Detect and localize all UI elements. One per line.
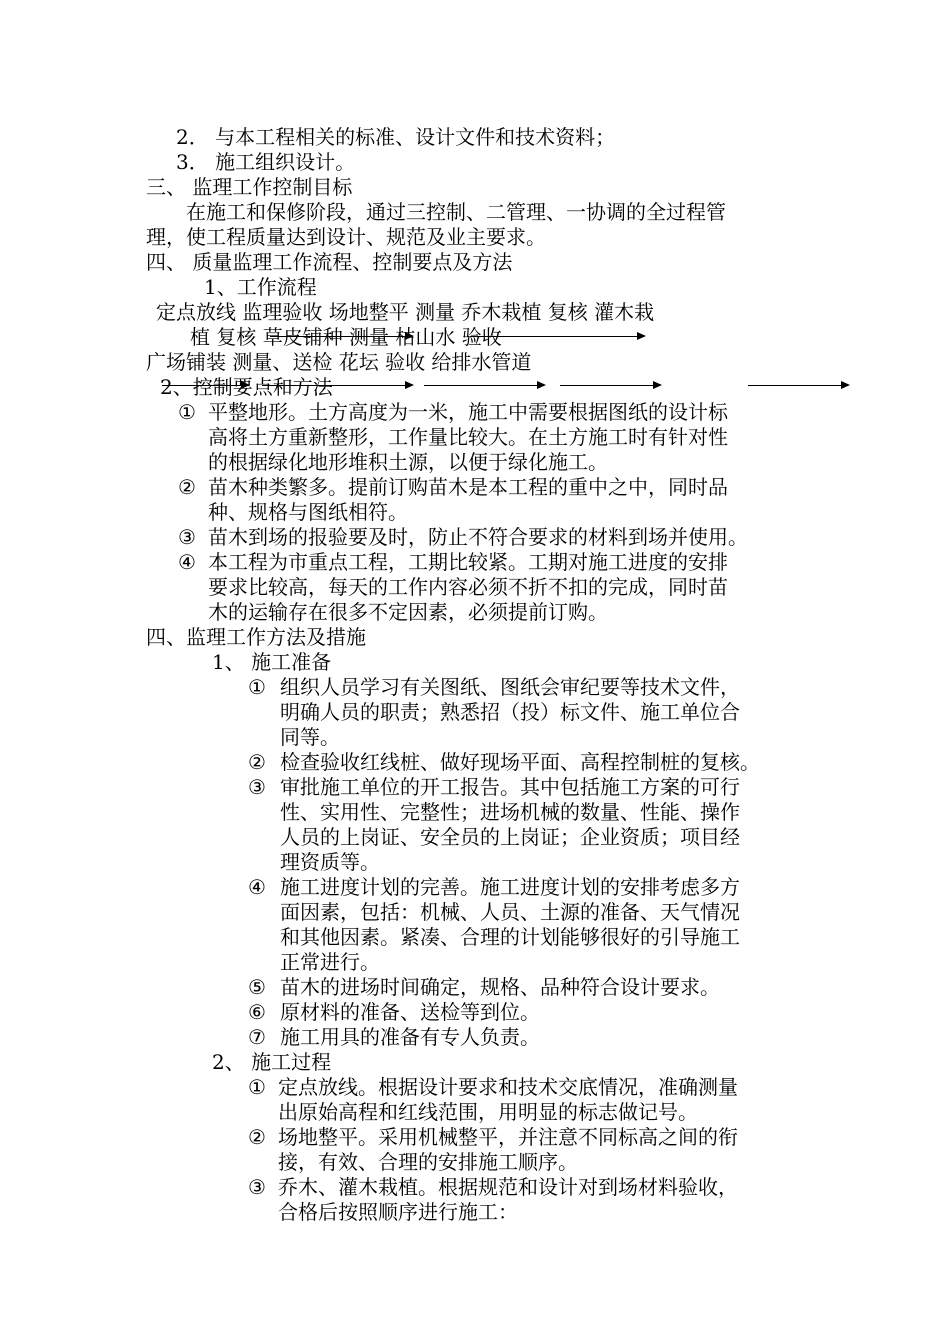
- list-item-line: 施工用具的准备有专人负责。: [280, 1025, 540, 1049]
- list-item-line: 苗木的进场时间确定，规格、品种符合设计要求。: [280, 975, 720, 999]
- reference-item-3: 3． 施工组织设计。: [176, 150, 356, 174]
- list-item-line: 的根据绿化地形堆积土源，以便于绿化施工。: [208, 450, 608, 474]
- flow-arrow: [424, 385, 544, 386]
- list-marker: ①: [248, 675, 266, 699]
- list-item-line: 接，有效、合理的安排施工顺序。: [278, 1150, 578, 1174]
- list-item-line: 平整地形。土方高度为一米，施工中需要根据图纸的设计标: [208, 400, 728, 424]
- list-marker: ③: [248, 1175, 266, 1199]
- list-item-line: 种、规格与图纸相符。: [208, 500, 408, 524]
- flow-arrow: [470, 336, 644, 337]
- list-item-line: 正常进行。: [280, 950, 380, 974]
- list-item-line: 苗木种类繁多。提前订购苗木是本工程的重中之中，同时品: [208, 475, 728, 499]
- workflow-row-1: 定点放线 监理验收 场地整平 测量 乔木栽植 复核 灌木栽: [156, 300, 655, 324]
- list-marker: ④: [178, 550, 196, 574]
- flow-arrow: [560, 385, 660, 386]
- list-item-line: 和其他因素。紧凑、合理的计划能够很好的引导施工: [280, 925, 740, 949]
- section-heading-methods: 四、监理工作方法及措施: [146, 625, 366, 649]
- subheading-workflow: 1、工作流程: [204, 275, 317, 299]
- list-item-line: 场地整平。采用机械整平，并注意不同标高之间的衔: [278, 1125, 738, 1149]
- list-marker: ⑤: [248, 975, 266, 999]
- section-heading-3: 三、 监理工作控制目标: [146, 175, 353, 199]
- list-item-line: 本工程为市重点工程，工期比较紧。工期对施工进度的安排: [208, 550, 728, 574]
- workflow-row-2: 植 复核 草皮铺种 测量 枯山水 验收: [190, 325, 502, 349]
- workflow-row-3: 广场铺装 测量、送检 花坛 验收 给排水管道: [146, 350, 532, 374]
- paragraph-line: 在施工和保修阶段，通过三控制、二管理、一协调的全过程管: [186, 200, 726, 224]
- list-item-line: 乔木、灌木栽植。根据规范和设计对到场材料验收，: [278, 1175, 738, 1199]
- list-item-line: 组织人员学习有关图纸、图纸会审纪要等技术文件，: [280, 675, 740, 699]
- section-heading-4: 四、 质量监理工作流程、控制要点及方法: [146, 250, 513, 274]
- list-marker: ③: [178, 525, 196, 549]
- list-item-line: 高将土方重新整形，工作量比较大。在土方施工时有针对性: [208, 425, 728, 449]
- list-item-line: 出原始高程和红线范围，用明显的标志做记号。: [278, 1100, 698, 1124]
- paragraph-line: 理，使工程质量达到设计、规范及业主要求。: [146, 225, 546, 249]
- list-item-line: 木的运输存在很多不定因素，必须提前订购。: [208, 600, 608, 624]
- list-marker: ③: [248, 775, 266, 799]
- list-item-line: 面因素，包括：机械、人员、土源的准备、天气情况: [280, 900, 740, 924]
- list-marker: ①: [178, 400, 196, 424]
- list-item-line: 苗木到场的报验要及时，防止不符合要求的材料到场并使用。: [208, 525, 748, 549]
- list-marker: ④: [248, 875, 266, 899]
- list-marker: ②: [248, 1125, 266, 1149]
- flow-arrow: [162, 385, 248, 386]
- list-item-line: 审批施工单位的开工报告。其中包括施工方案的可行: [280, 775, 740, 799]
- list-item-line: 理资质等。: [280, 850, 380, 874]
- list-marker: ②: [248, 750, 266, 774]
- subheading-preparation: 1、 施工准备: [212, 650, 332, 674]
- list-item-line: 检查验收红线桩、做好现场平面、高程控制桩的复核。: [280, 750, 760, 774]
- reference-item-2: 2． 与本工程相关的标准、设计文件和技术资料；: [176, 125, 616, 149]
- list-item-line: 原材料的准备、送检等到位。: [280, 1000, 540, 1024]
- list-marker: ⑦: [248, 1025, 266, 1049]
- flow-arrow: [270, 336, 412, 337]
- list-marker: ①: [248, 1075, 266, 1099]
- list-item-line: 要求比较高，每天的工作内容必须不折不扣的完成，同时苗: [208, 575, 728, 599]
- list-item-line: 施工进度计划的完善。施工进度计划的安排考虑多方: [280, 875, 740, 899]
- subheading-construction: 2、 施工过程: [212, 1050, 332, 1074]
- list-item-line: 性、实用性、完整性；进场机械的数量、性能、操作: [280, 800, 740, 824]
- list-item-line: 同等。: [280, 725, 340, 749]
- list-item-line: 定点放线。根据设计要求和技术交底情况，准确测量: [278, 1075, 738, 1099]
- list-item-line: 合格后按照顺序进行施工：: [278, 1200, 518, 1224]
- list-item-line: 明确人员的职责；熟悉招（投）标文件、施工单位合: [280, 700, 740, 724]
- flow-arrow: [262, 385, 412, 386]
- flow-arrow: [748, 385, 848, 386]
- list-item-line: 人员的上岗证、安全员的上岗证；企业资质；项目经: [280, 825, 740, 849]
- subheading-control-points: 2、控制要点和方法: [160, 375, 333, 399]
- list-marker: ②: [178, 475, 196, 499]
- list-marker: ⑥: [248, 1000, 266, 1024]
